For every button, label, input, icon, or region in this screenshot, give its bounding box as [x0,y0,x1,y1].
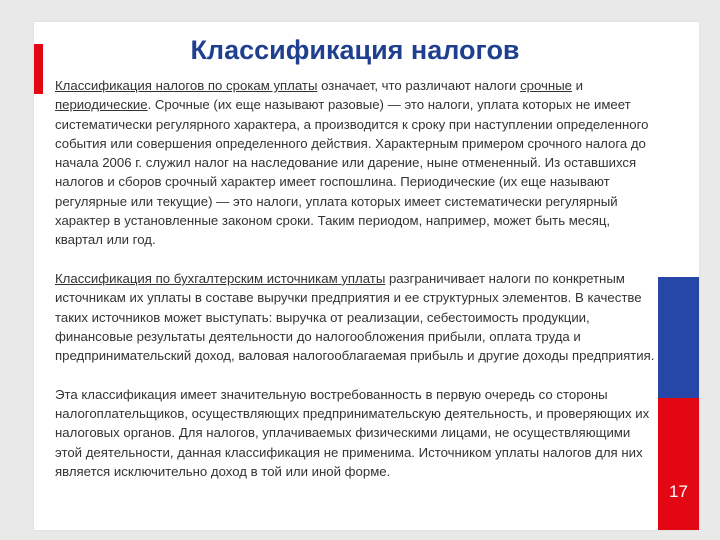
flag-stripe-red [658,398,699,530]
red-accent-bar [34,44,43,94]
paragraph-accounting-classification [55,269,655,365]
paragraph-text: разграничивает налоги по конкретным источникам их уплаты в составе выручки предприятия и ее структурных элементов. В качестве таких источников может выступать: выручка от реализации, себестоимость продукции, финансовые результаты деятельности до налогообложения прибыли, оплата труда и предпринимательский доход, валовая налогооблагаемая прибыль и другие доходы предприятия. [55,270,655,364]
paragraph-text: и [572,78,584,93]
term-deadline-classification: Классификация налогов по срокам уплаты [55,78,318,93]
slide-title: Классификация налогов [190,35,520,65]
paragraph-text: Эта классификация имеет значительную востребованность в первую очередь со стороны налогоплательщиков, осуществляющих предпринимательскую деятельность, и проверяющих их налоговых органов. Для налогов, уплачиваемых физическими лицами, не осуществляющими этой деятельности, данная классификация не применима. Источником уплаты налогов для них является исключительно доход в той или иной форме. [55,386,650,479]
paragraph-text: означает, что различают налоги [317,78,521,93]
term-accounting-classification: Классификация по бухгалтерским источникам уплаты [55,270,386,286]
paragraph-text: . Срочные (их еще называют разовые) — это налоги, уплата которых не имеет систематически регулярного характера, а производится к сроку при наступлении определенного события или совершения определенного действия. Характерным примером срочного налога до начала 2006 г. служил налог на наследование или дарение, ныне отмененный. Из оставшихся налогов и сборов срочный характер имеет госпошлина. Периодические (их еще называют регулярные или текущие) — это налоги, уплата которых имеет систематически регулярный характер в установленные законом сроки. Таким периодом, например, может быть месяц, квартал или год. [55,97,649,248]
slide-body [55,76,655,481]
paragraph-relevance [55,385,655,481]
term-urgent: срочные [520,78,573,93]
paragraph-deadline-classification [55,76,655,250]
page-number: 17 [669,482,688,501]
term-periodic: периодические [55,97,148,113]
flag-stripe-blue [658,277,699,398]
